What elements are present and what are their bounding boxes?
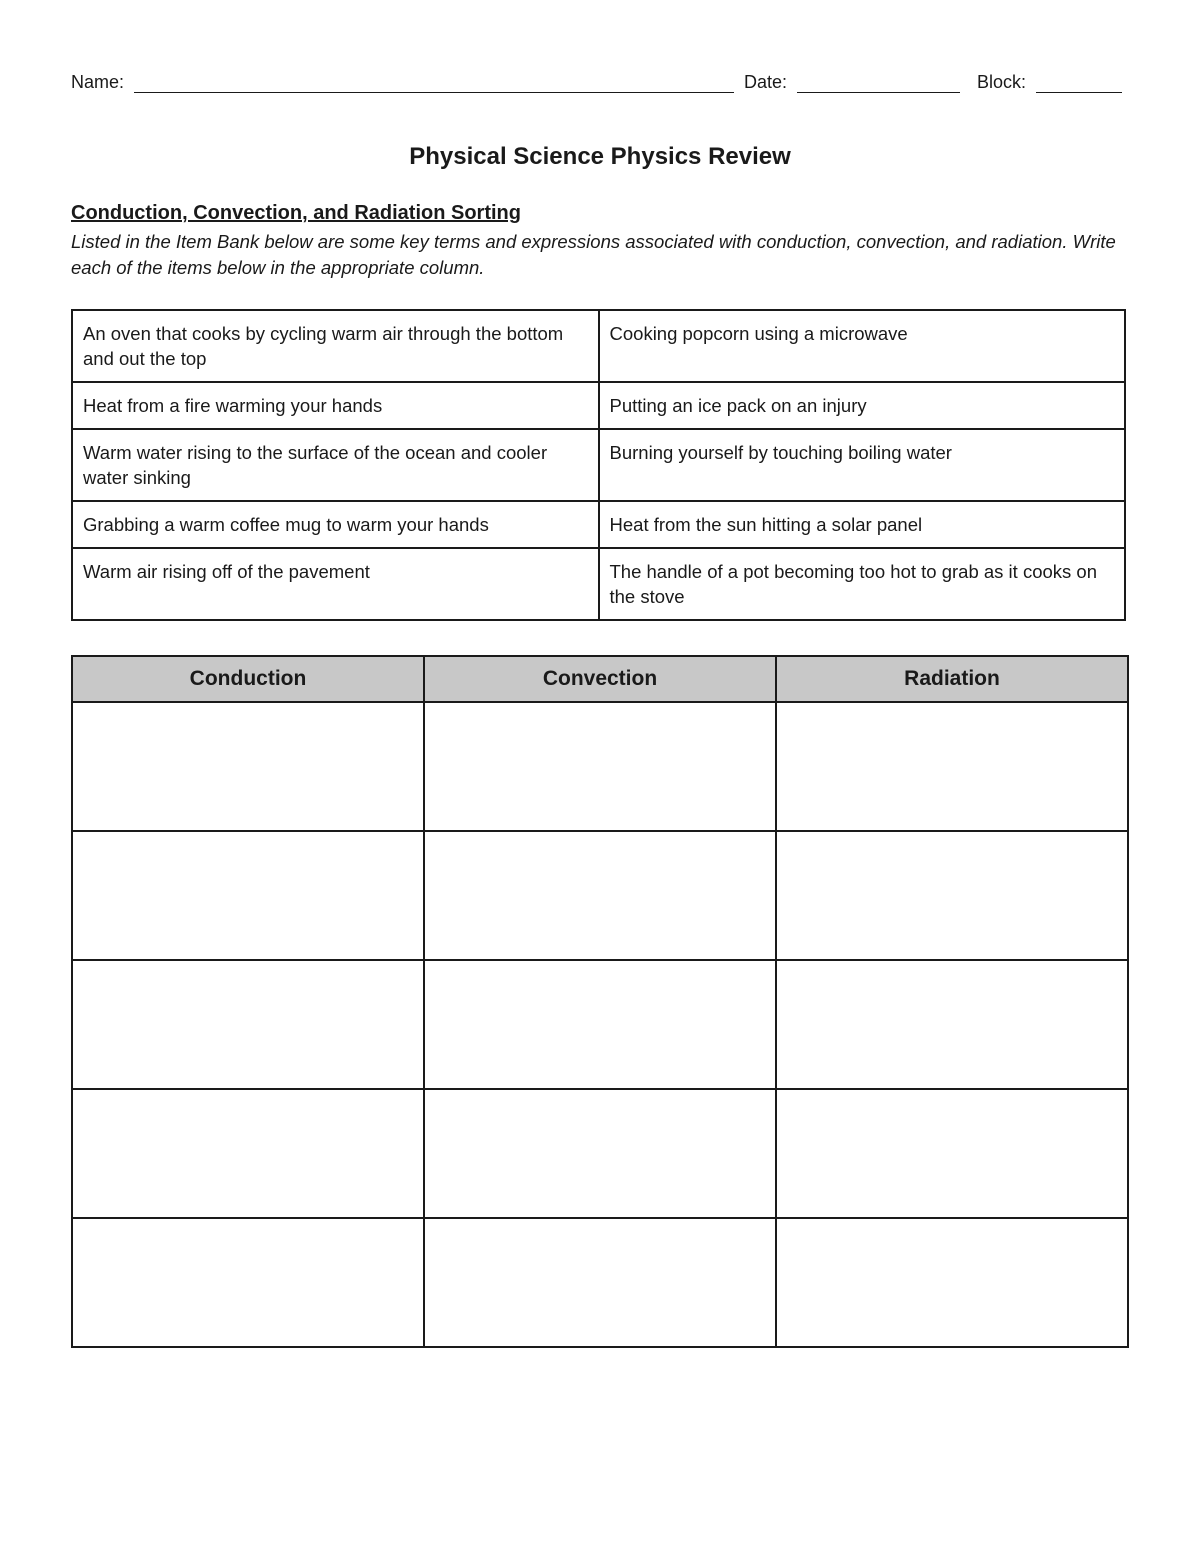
page-title: Physical Science Physics Review bbox=[409, 143, 791, 170]
item-bank-row bbox=[72, 429, 1125, 501]
item-bank-row bbox=[72, 310, 1125, 382]
convection-answer-cell[interactable] bbox=[424, 960, 776, 1089]
convection-header: Convection bbox=[424, 656, 776, 702]
item-bank-cell: Warm water rising to the surface of the ocean and cooler water sinking bbox=[72, 429, 599, 501]
conduction-answer-cell[interactable] bbox=[72, 831, 424, 960]
item-bank-row bbox=[72, 382, 1125, 429]
block-field[interactable] bbox=[1036, 92, 1122, 93]
item-bank-cell: An oven that cooks by cycling warm air through the bottom and out the top bbox=[72, 310, 599, 382]
radiation-answer-cell[interactable] bbox=[776, 702, 1128, 831]
item-bank-cell: Heat from a fire warming your hands bbox=[72, 382, 599, 429]
item-bank-cell: Warm air rising off of the pavement bbox=[72, 548, 599, 620]
radiation-answer-cell[interactable] bbox=[776, 1218, 1128, 1347]
sorting-row bbox=[72, 702, 1128, 831]
item-bank-cell: Cooking popcorn using a microwave bbox=[599, 310, 1126, 382]
convection-answer-cell[interactable] bbox=[424, 831, 776, 960]
student-info-line bbox=[71, 72, 1123, 98]
item-bank-row bbox=[72, 548, 1125, 620]
block-label: Block: bbox=[977, 72, 1027, 92]
item-bank-cell: Putting an ice pack on an injury bbox=[599, 382, 1126, 429]
item-bank-cell: Heat from the sun hitting a solar panel bbox=[599, 501, 1126, 548]
conduction-answer-cell[interactable] bbox=[72, 1089, 424, 1218]
name-field[interactable] bbox=[134, 92, 734, 93]
item-bank-cell: Burning yourself by touching boiling water bbox=[599, 429, 1126, 501]
radiation-answer-cell[interactable] bbox=[776, 1089, 1128, 1218]
convection-answer-cell[interactable] bbox=[424, 1218, 776, 1347]
conduction-answer-cell[interactable] bbox=[72, 960, 424, 1089]
convection-answer-cell[interactable] bbox=[424, 702, 776, 831]
conduction-header: Conduction bbox=[72, 656, 424, 702]
section-heading: Conduction, Convection, and Radiation Sorting bbox=[71, 202, 521, 224]
sorting-row bbox=[72, 1089, 1128, 1218]
date-field[interactable] bbox=[797, 92, 960, 93]
conduction-answer-cell[interactable] bbox=[72, 702, 424, 831]
radiation-answer-cell[interactable] bbox=[776, 960, 1128, 1089]
conduction-answer-cell[interactable] bbox=[72, 1218, 424, 1347]
item-bank-cell: Grabbing a warm coffee mug to warm your hands bbox=[72, 501, 599, 548]
convection-answer-cell[interactable] bbox=[424, 1089, 776, 1218]
name-label: Name: bbox=[71, 72, 125, 92]
item-bank-cell: The handle of a pot becoming too hot to grab as it cooks on the stove bbox=[599, 548, 1126, 620]
item-bank-row bbox=[72, 501, 1125, 548]
instructions: Listed in the Item Bank below are some key terms and expressions associated with conduction, convection, and radiation. Write each of the items below in the appropriate column. bbox=[71, 231, 1116, 278]
sorting-row bbox=[72, 960, 1128, 1089]
sorting-row bbox=[72, 831, 1128, 960]
sorting-table bbox=[71, 655, 1129, 1348]
item-bank-table bbox=[71, 309, 1126, 621]
sorting-row bbox=[72, 1218, 1128, 1347]
sorting-header-row bbox=[72, 656, 1128, 702]
radiation-header: Radiation bbox=[776, 656, 1128, 702]
date-label: Date: bbox=[744, 72, 788, 92]
radiation-answer-cell[interactable] bbox=[776, 831, 1128, 960]
